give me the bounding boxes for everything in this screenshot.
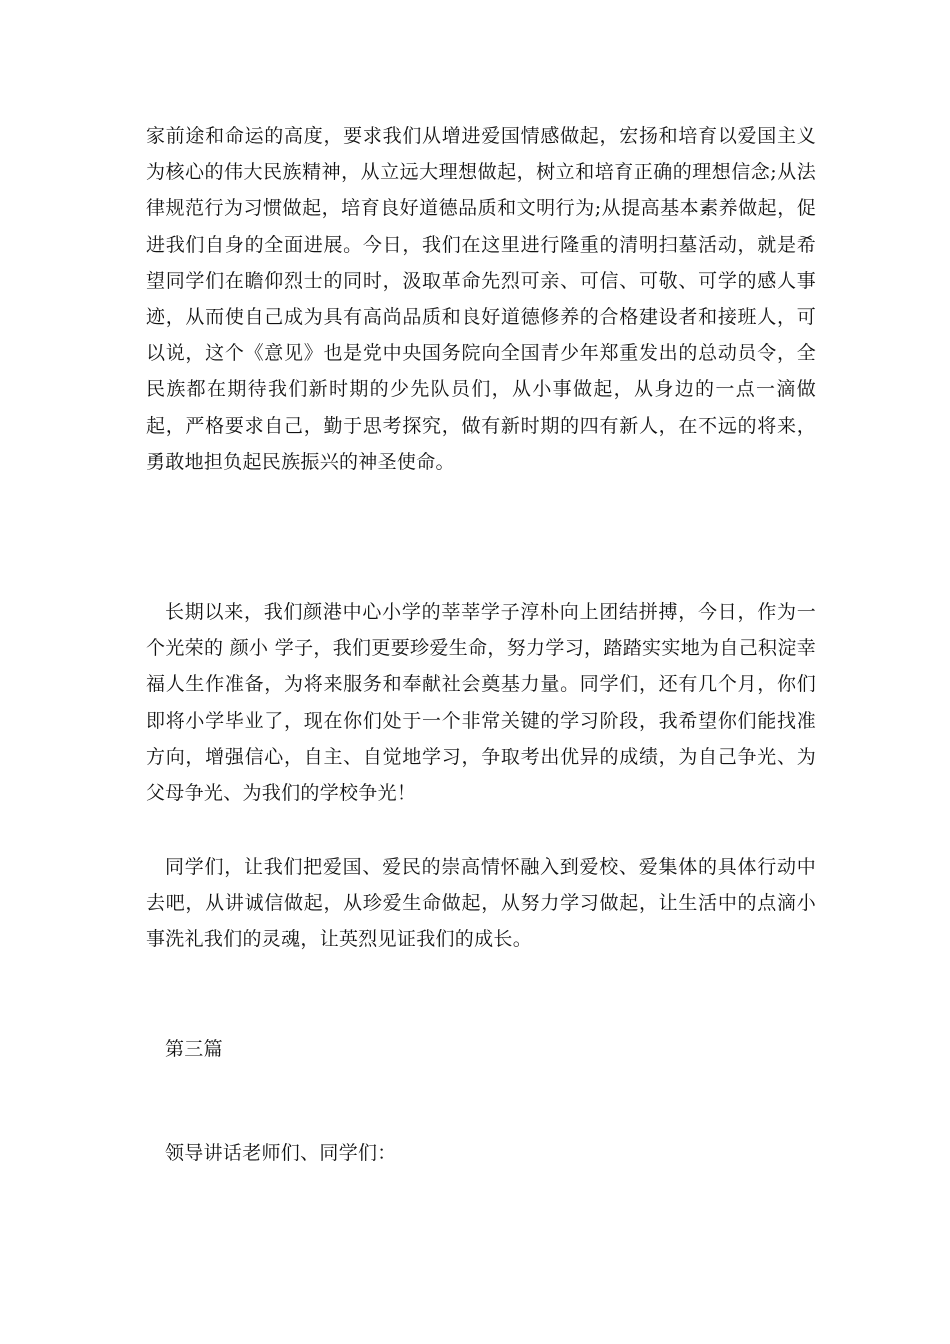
paragraph-2: 长期以来，我们颜港中心小学的莘莘学子淳朴向上团结拼搏，今日，作为一个光荣的 颜小 学子，我们更要珍爱生命，努力学习，踏踏实实地为自己积淀幸福人生作准备，为将来服务和奉献社会奠基力量。同学们，还有几个月，你们即将小学毕业了，现在你们处于一个非常关键的学习阶段，我希望你们能找准方向，增强信心，自主、自觉地学习，争取考出优异的成绩，为自己争光、为父母争光、为我们的学校争光！ [146,601,816,805]
section-heading: 第三篇 [165,1038,223,1060]
paragraph-3: 同学们，让我们把爱国、爱民的崇高情怀融入到爱校、爱集体的具体行动中去吧，从讲诚信做起，从珍爱生命做起，从努力学习做起，让生活中的点滴小事洗礼我们的灵魂，让英烈见证我们的成长。 [146,856,816,951]
salutation: 领导讲话老师们、同学们： [165,1142,397,1164]
paragraph-1: 家前途和命运的高度，要求我们从增进爱国情感做起，宏扬和培育以爱国主义为核心的伟大民族精神，从立远大理想做起，树立和培育正确的理想信念;从法律规范行为习惯做起，培育良好道德品质和文明行为;从提高基本素养做起，促进我们自身的全面进展。今日，我们在这里进行隆重的清明扫墓活动，就是希望同学们在瞻仰烈士的同时，汲取革命先烈可亲、可信、可敬、可学的感人事迹，从而使自己成为具有高尚品质和良好道德修养的合格建设者和接班人，可以说，这个《意见》也是党中央国务院向全国青少年郑重发出的总动员令，全民族都在期待我们新时期的少先队员们，从小事做起，从身边的一点一滴做起，严格要求自己，勤于思考探究，做有新时期的四有新人，在不远的将来，勇敢地担负起民族振兴的神圣使命。 [146,125,816,473]
